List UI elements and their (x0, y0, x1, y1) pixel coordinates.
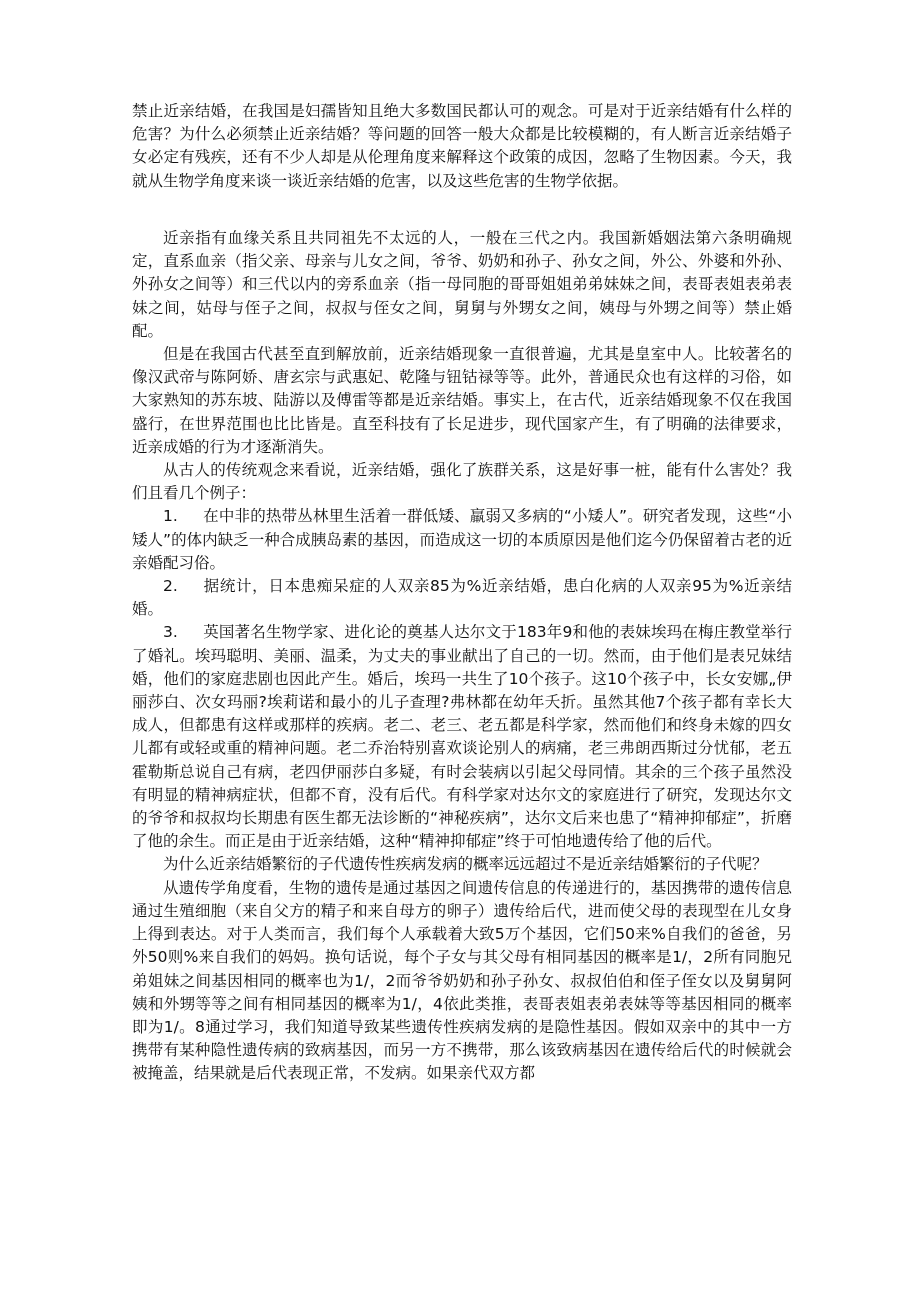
document-body (132, 227, 792, 1086)
paragraph-question: 为什么近亲结婚繁衍的子代遗传性疾病发病的概率远远超过不是近亲结婚繁衍的子代呢？ (163, 855, 768, 874)
list-item-text: 在中非的热带丛林里生活着一群低矮、羸弱又多病的“小矮人”。研究者发现，这些“小矮人”的体内缺乏一种合成胰岛素的基因，而造成这一切的本质原因是他们迄今仍保留着古老的近亲婚配习俗。 (132, 507, 792, 572)
list-item-example-1 (132, 505, 792, 575)
list-number: 2. (163, 577, 178, 596)
list-number: 1. (163, 507, 178, 526)
paragraph-history: 但是在我国古代甚至直到解放前，近亲结婚现象一直很普遍，尤其是皇室中人。比较著名的像汉武帝与陈阿娇、唐玄宗与武惠妃、乾隆与钮钴禄等等。此外，普通民众也有这样的习俗，如大家熟知的苏东坡、陆游以及傅雷等都是近亲结婚。事实上，在古代，近亲结婚现象不仅在我国盛行，在世界范围也比比皆是。直至科技有了长足进步，现代国家产生，有了明确的法律要求，近亲成婚的行为才逐渐消失。 (132, 345, 792, 456)
list-number: 3. (163, 623, 178, 642)
paragraph-examples-intro: 从古人的传统观念来看说，近亲结婚，强化了族群关系，这是好事一桩，能有什么害处？我们且看几个例子： (132, 461, 792, 503)
list-item-text: 据统计，日本患痴呆症的人双亲85为%近亲结婚，患白化病的人双亲95为%近亲结婚。 (132, 577, 792, 619)
list-item-example-3 (132, 621, 792, 853)
paragraph-genetics: 从遗传学角度看，生物的遗传是通过基因之间遗传信息的传递进行的，基因携带的遗传信息通过生殖细胞（来自父方的精子和来自母方的卵子）遗传给后代，进而使父母的表现型在儿女身上得到表达。对于人类而言，我们每个人承载着大致5万个基因，它们50来%自我们的爸爸，另外50则%来自我们的妈妈。换句话说，每个子女与其父母有相同基因的概率是1/，2所有同胞兄弟姐妹之间基因相同的概率也为1/，2而爷爷奶奶和孙子孙女、叔叔伯伯和侄子侄女以及舅舅阿姨和外甥等等之间有相同基因的概率为1/，4依此类推，表哥表姐表弟表妹等等基因相同的概率即为1/。8通过学习，我们知道导致某些遗传性疾病发病的是隐性基因。假如双亲中的其中一方携带有某种隐性遗传病的致病基因，而另一方不携带，那么该致病基因在遗传给后代的时候就会被掩盖，结果就是后代表现正常，不发病。如果亲代双方都 (132, 878, 792, 1083)
list-item-example-2 (132, 575, 792, 621)
list-item-text: 英国著名生物学家、进化论的奠基人达尔文于183年9和他的表妹埃玛在梅庄教堂举行了婚礼。埃玛聪明、美丽、温柔，为丈夫的事业献出了自己的一切。然而，由于他们是表兄妹结婚，他们的家庭悲剧也因此产生。婚后，埃玛一共生了10个孩子。这10个孩子中，长女安娜„伊丽莎白、次女玛丽?埃莉诺和最小的儿子查理?弗林都在幼年夭折。虽然其他7个孩子都有幸长大成人，但都患有这样或那样的疾病。老二、老三、老五都是科学家，然而他们和终身未嫁的四女儿都有或轻或重的精神问题。老二乔治特别喜欢谈论别人的病痛，老三弗朗西斯过分忧郁，老五霍勒斯总说自己有病，老四伊丽莎白多疑，有时会装病以引起父母同情。其余的三个孩子虽然没有明显的精神病症状，但都不育，没有后代。有科学家对达尔文的家庭进行了研究，发现达尔文的爷爷和叔叔均长期患有医生都无法诊断的“神秘疾病”，达尔文后来也患了“精神抑郁症”，折磨了他的余生。而正是由于近亲结婚，这种“精神抑郁症”终于可怕地遗传给了他的后代。 (132, 623, 792, 851)
paragraph-intro: 禁止近亲结婚，在我国是妇孺皆知且绝大多数国民都认可的观念。可是对于近亲结婚有什么样的危害？为什么必须禁止近亲结婚？等问题的回答一般大众都是比较模糊的，有人断言近亲结婚子女必定有残疾，还有不少人却是从伦理角度来解释这个政策的成因，忽略了生物因素。今天，我就从生物学角度来谈一谈近亲结婚的危害，以及这些危害的生物学依据。 (132, 102, 792, 190)
paragraph-definition: 近亲指有血缘关系且共同祖先不太远的人，一般在三代之内。我国新婚姻法第六条明确规定，直系血亲（指父亲、母亲与儿女之间，爷爷、奶奶和孙子、孙女之间，外公、外婆和外孙、外孙女之间等）和三代以内的旁系血亲（指一母同胞的哥哥姐姐弟弟妹妹之间，表哥表姐表弟表妹之间，姑母与侄子之间，叔叔与侄女之间，舅舅与外甥女之间，姨母与外甥之间等）禁止婚配。 (132, 229, 792, 340)
